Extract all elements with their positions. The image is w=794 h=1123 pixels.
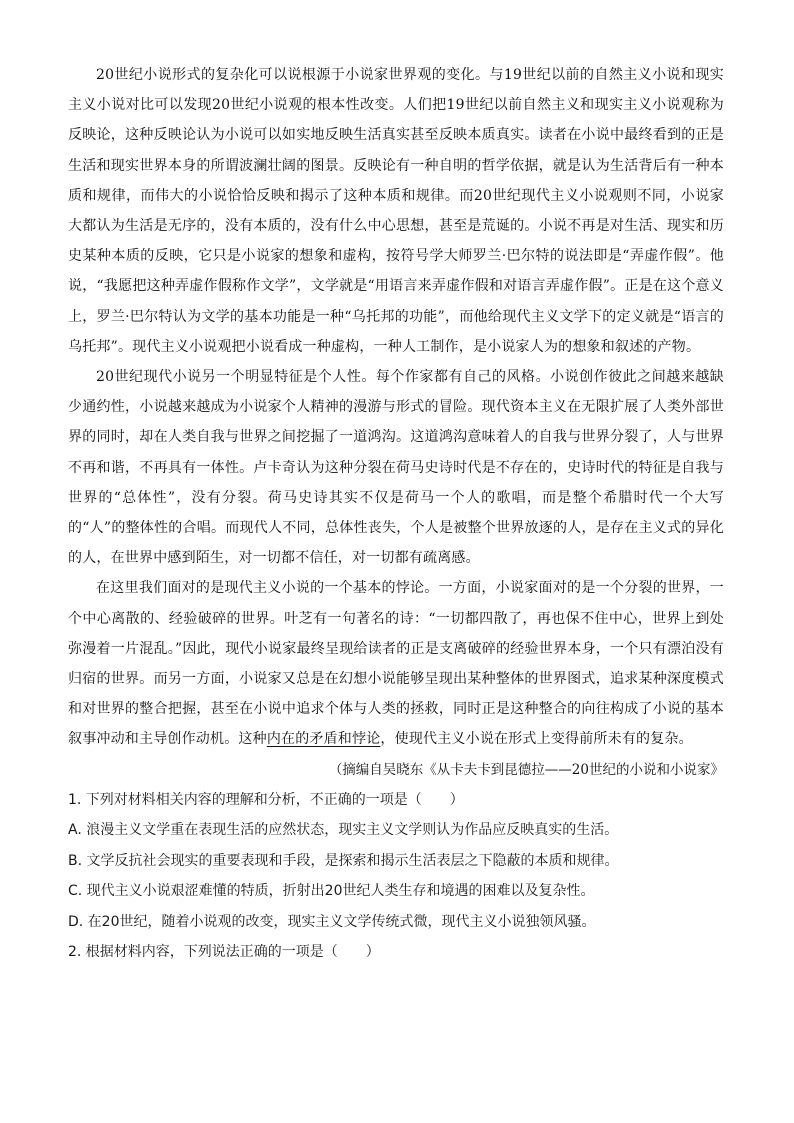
question-1-option-c: C. 现代主义小说艰涩难懂的特质，折射出20世纪人类生存和境遇的困难以及复杂性。 bbox=[68, 883, 595, 900]
passage-paragraph-1: 20世纪小说形式的复杂化可以说根源于小说家世界观的变化。与19世纪以前的自然主义小说和现实主义小说对比可以发现20世纪小说观的根本性改变。人们把19世纪以前自然主义和现实主义小说观称为反映论，这种反映论认为小说可以如实地反映生活真实甚至反映本质真实。读者在小说中最终看到的正是生活和现实世界本身的所谓波澜壮阔的图景。反映论有一种自明的哲学依据，就是认为生活背后有一种本质和规律，而伟大的小说恰恰反映和揭示了这种本质和规律。而20世纪现代主义小说观则不同，小说家大都认为生活是无序的，没有本质的，没有什么中心思想，甚至是荒诞的。小说不再是对生活、现实和历史某种本质的反映，它只是小说家的想象和虚构，按符号学大师罗兰·巴尔特的说法即是“弄虚作假”。他说，“我愿把这种弄虚作假称作文学”，文学就是“用语言来弄虚作假和对语言弄虚作假”。正是在这个意义上，罗兰·巴尔特认为文学的基本功能是一种“乌托邦的功能”，而他给现代主义文学下的定义就是“语言的乌托邦”。现代主义小说观把小说看成一种虚构，一种人工制作，是小说家人为的想象和叙述的产物。 bbox=[68, 67, 724, 355]
question-1 bbox=[68, 785, 724, 938]
exam-page bbox=[68, 60, 724, 968]
paragraph-3-text-after: ，使现代主义小说在形式上变得前所未有的复杂。 bbox=[380, 731, 693, 748]
underlined-phrase: 内在的矛盾和悖论 bbox=[266, 731, 381, 748]
question-1-option-d: D. 在20世纪，随着小说观的改变，现实主义文学传统式微，现代主义小说独领风骚。 bbox=[68, 913, 596, 930]
source-citation: （摘编自吴晓东《从卡夫卡到昆德拉——20世纪的小说和小说家》 bbox=[328, 761, 724, 778]
paragraph-3-text-before: 在这里我们面对的是现代主义小说的一个基本的悖论。一方面，小说家面对的是一个分裂的世界，一个中心离散的、经验破碎的世界。叶芝有一句著名的诗：“一切都四散了，再也保不住中心，世界上到处弥漫着一片混乱。”因此，现代小说家最终呈现给读者的正是支离破碎的经验世界本身，一个只有漂泊没有归宿的世界。而另一方面，小说家又总是在幻想小说能够呈现出某种整体的世界图式，追求某种深度模式和对世界的整合把握，甚至在小说中追求个体与人类的拯救，同时正是这种整合的向往构成了小说的基本叙事冲动和主导创作动机。这种 bbox=[68, 580, 724, 748]
passage-paragraph-2: 20世纪现代小说另一个明显特征是个人性。每个作家都有自己的风格。小说创作彼此之间越来越缺少通约性，小说越来越成为小说家个人精神的漫游与形式的冒险。现代资本主义在无限扩展了人类外部世界的同时，却在人类自我与世界之间挖掘了一道鸿沟。这道鸿沟意味着人的自我与世界分裂了，人与世界不再和谐，不再具有一体性。卢卡奇认为这种分裂在荷马史诗时代是不存在的，史诗时代的特征是自我与世界的“总体性”，没有分裂。荷马史诗其实不仅是荷马一个人的歌唱，而是整个希腊时代一个大写的“人”的整体性的合唱。而现代人不同，总体性丧失，个人是被整个世界放逐的人，是存在主义式的异化的人，在世界中感到陌生，对一切都不信任，对一切都有疏离感。 bbox=[68, 369, 724, 567]
question-2 bbox=[68, 937, 724, 968]
passage-paragraph-3 bbox=[68, 573, 724, 754]
question-1-stem: 1. 下列对材料相关内容的理解和分析，不正确的一项是（ ） bbox=[68, 791, 464, 808]
reading-passage bbox=[68, 60, 724, 785]
question-2-stem: 2. 根据材料内容，下列说法正确的一项是（ ） bbox=[68, 944, 380, 961]
question-1-option-b: B. 文学反抗社会现实的重要表现和手段，是探索和揭示生活表层之下隐蔽的本质和规律。 bbox=[68, 852, 619, 869]
question-1-option-a: A. 浪漫主义文学重在表现生活的应然状态，现实主义文学则认为作品应反映真实的生活。 bbox=[68, 822, 619, 839]
